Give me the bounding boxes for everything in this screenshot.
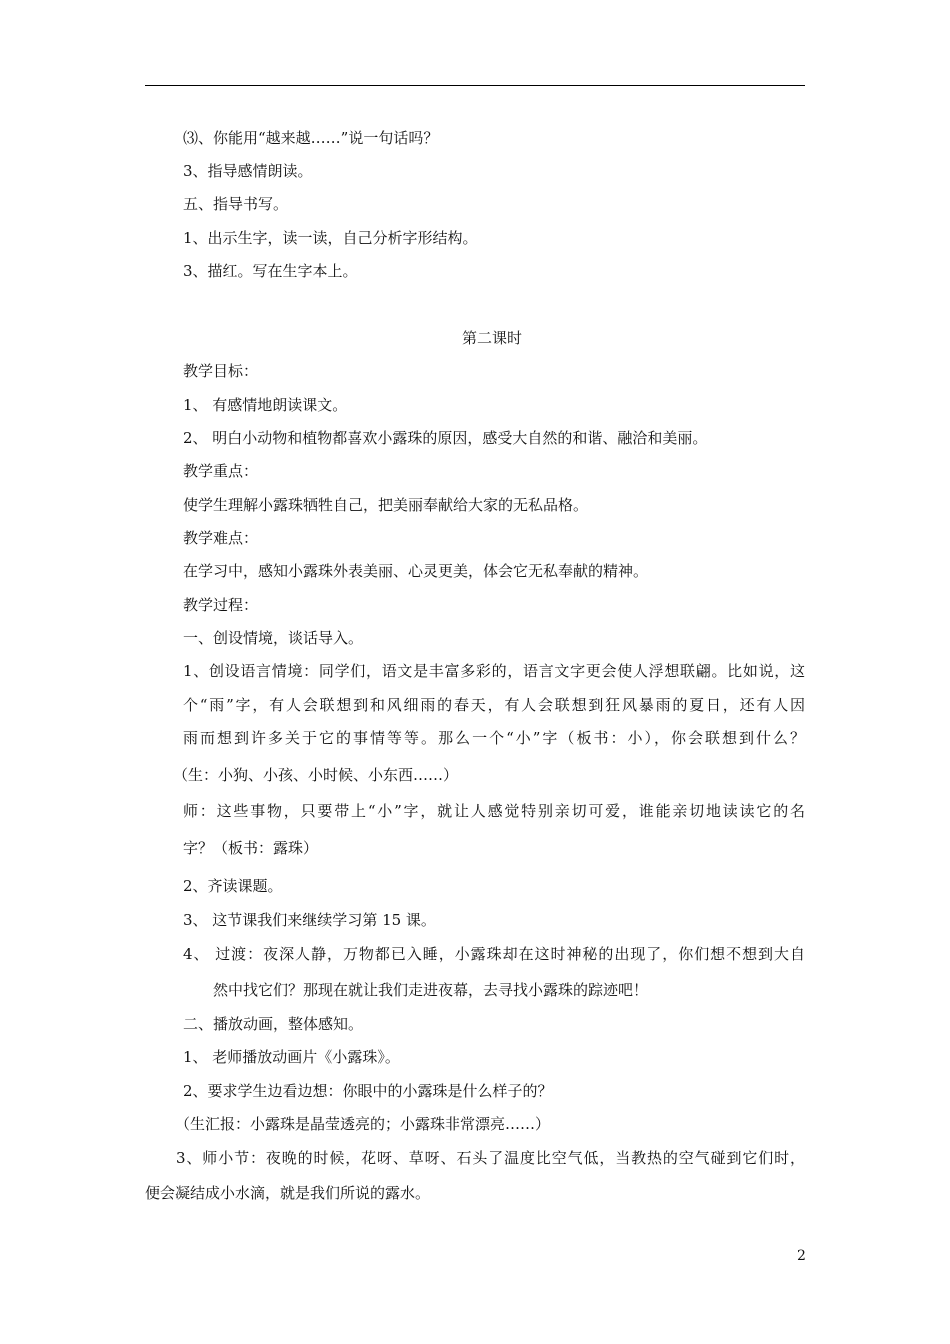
text-line: （生汇报：小露珠是晶莹透亮的；小露珠非常漂亮……） xyxy=(175,1115,551,1133)
text-line: 教学重点： xyxy=(183,462,259,480)
text-line: 教学目标： xyxy=(183,362,259,380)
text-line: 1、出示生字，读一读，自己分析字形结构。 xyxy=(183,229,478,247)
text-line: 教学过程： xyxy=(183,596,259,614)
text-line: 雨而想到许多关于它的事情等等。那么一个“小”字（板书：小），你会联想到什么？ xyxy=(183,729,805,747)
text-line: 便会凝结成小水滴，就是我们所说的露水。 xyxy=(145,1184,431,1202)
text-line: 4、 过渡：夜深人静，万物都已入睡，小露珠却在这时神秘的出现了，你们想不想到大自 xyxy=(183,945,805,963)
text-line: 二、播放动画，整体感知。 xyxy=(183,1015,364,1033)
text-line: 3、师小节：夜晚的时候，花呀、草呀、石头了温度比空气低，当教热的空气碰到它们时， xyxy=(176,1149,805,1167)
text-line: 五、指导书写。 xyxy=(183,195,289,213)
text-line: 3、 这节课我们来继续学习第 15 课。 xyxy=(183,911,436,929)
text-line: 教学难点： xyxy=(183,529,259,547)
text-line: 个“雨”字，有人会联想到和风细雨的春天，有人会联想到狂风暴雨的夏日，还有人因 xyxy=(183,696,805,714)
text-line: 1、 有感情地朗读课文。 xyxy=(183,396,348,414)
text-line: 字？（板书：露珠） xyxy=(183,839,319,857)
text-line: 3、指导感情朗读。 xyxy=(183,162,313,180)
text-line: ⑶、你能用“越来越……”说一句话吗？ xyxy=(183,129,439,147)
text-line: 3、描红。写在生字本上。 xyxy=(183,262,358,280)
page-number: 2 xyxy=(797,1248,806,1264)
text-line: 2、 明白小动物和植物都喜欢小露珠的原因，感受大自然的和谐、融洽和美丽。 xyxy=(183,429,708,447)
section-title: 第二课时 xyxy=(462,329,523,347)
text-line: 1、 老师播放动画片《小露珠》。 xyxy=(183,1048,400,1066)
text-line: 然中找它们？那现在就让我们走进夜幕，去寻找小露珠的踪迹吧！ xyxy=(213,981,649,999)
text-line: 在学习中，感知小露珠外表美丽、心灵更美，体会它无私奉献的精神。 xyxy=(183,562,649,580)
text-line: 师：这些事物，只要带上“小”字，就让人感觉特别亲切可爱，谁能亲切地读读它的名 xyxy=(183,802,805,820)
text-line: 2、要求学生边看边想：你眼中的小露珠是什么样子的？ xyxy=(183,1082,553,1100)
text-line: （生：小狗、小孩、小时候、小东西……） xyxy=(173,766,459,784)
text-line: 一、创设情境，谈话导入。 xyxy=(183,629,364,647)
text-line: 使学生理解小露珠牺牲自己，把美丽奉献给大家的无私品格。 xyxy=(183,496,589,514)
text-line: 2、齐读课题。 xyxy=(183,877,283,895)
header-rule xyxy=(145,85,805,86)
text-line: 1、创设语言情境：同学们，语文是丰富多彩的，语言文字更会使人浮想联翩。比如说，这 xyxy=(183,662,805,680)
